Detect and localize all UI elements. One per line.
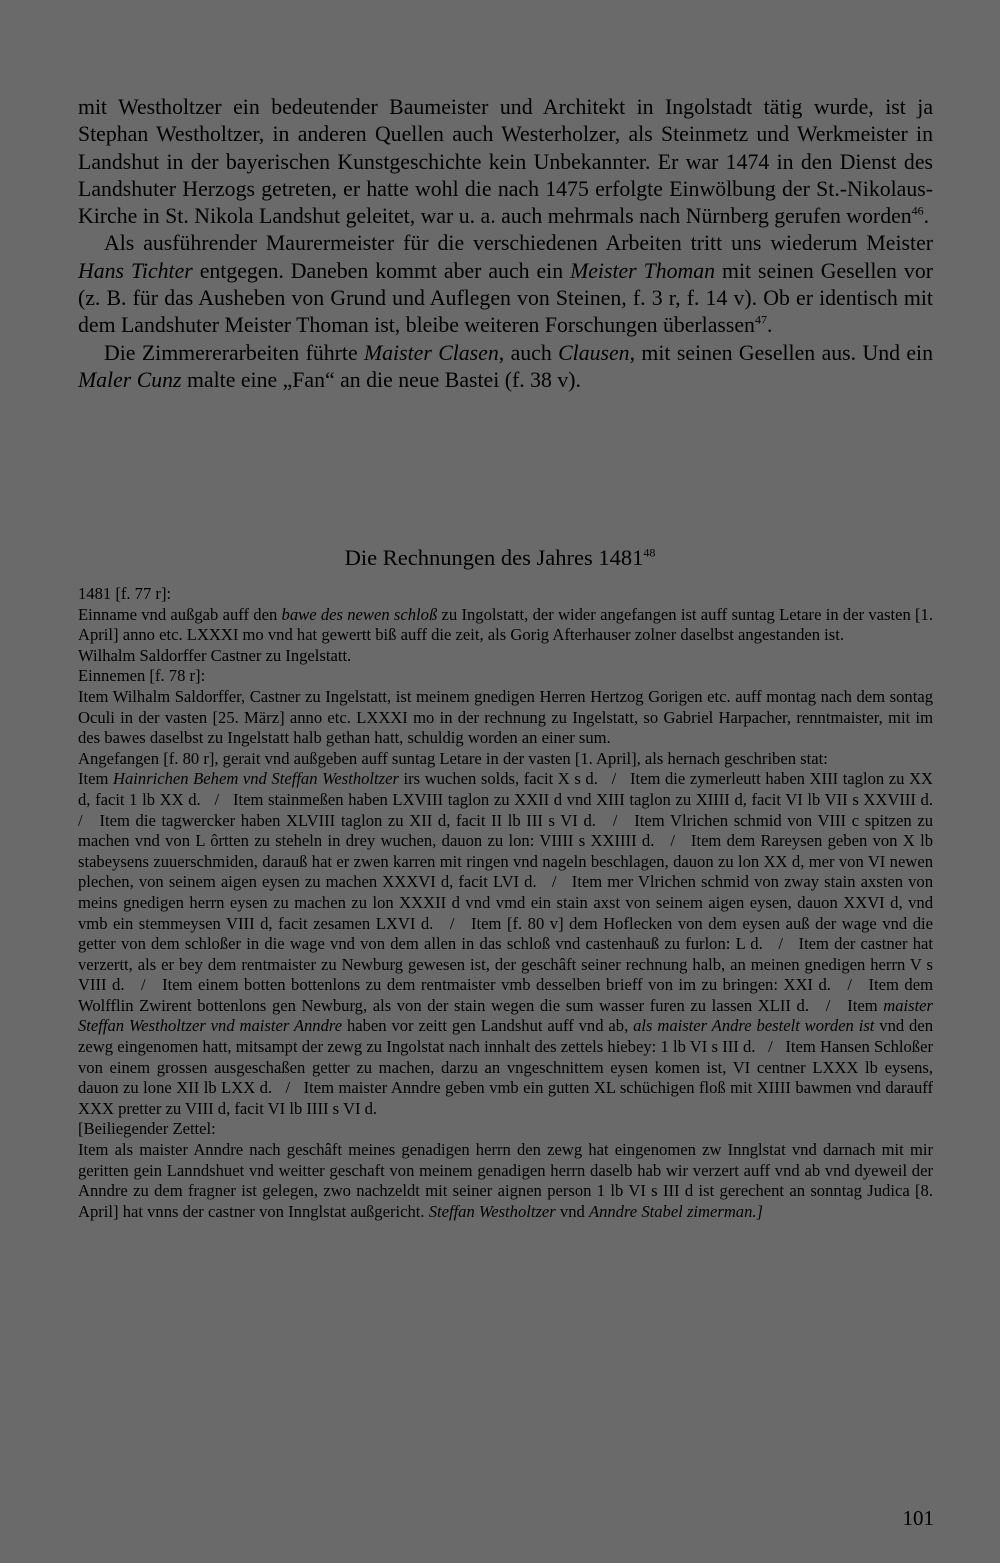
intro-paragraph-1 <box>78 94 933 230</box>
intro-paragraph-3 <box>78 340 933 395</box>
footnote-ref-46: 46 <box>911 203 924 218</box>
page-number: 101 <box>902 1506 934 1530</box>
name-italic: Maler Cunz <box>78 367 182 392</box>
paragraph-text: entgegen. Daneben kommt aber auch ein <box>192 258 571 283</box>
name-italic: Hans Tichter <box>78 258 193 283</box>
name-italic: Meister Thoman <box>570 258 716 283</box>
paragraph-text: Als ausführender Maurermeister für die verschiedenen Arbeiten tritt uns wiederum Meister <box>104 231 933 256</box>
doc-paragraph <box>78 769 946 1119</box>
doc-text: haben vor zeitt gen Landshut auff vnd ab, <box>342 1016 634 1036</box>
doc-italic: Anndre Stabel zimerman.] <box>588 1201 764 1221</box>
doc-text: zu Ingolstatt, der wider angefangen ist auff suntag Letare in der vasten [1. April] anno etc. LXXXI mo vnd hat gewertt biß auff die zeit, als Gorig Afterhauser zolner daselbst angestanden ist. <box>78 604 934 645</box>
name-italic: Maister Clasen <box>364 340 499 365</box>
doc-italic: als maister Andre bestelt worden ist <box>633 1016 875 1036</box>
doc-italic: Steffan Westholtzer <box>428 1201 556 1221</box>
paragraph-text: Die Zimmererarbeiten führte <box>104 340 364 365</box>
source-document <box>78 584 946 1222</box>
doc-text: Item als maister Anndre nach geschâft meines genadigen herrn den zewg hat eingenomen zw Innglstat vnd darnach mit mir geritten gein Lanndshuet vnd weitter geschaft von meinem genadigen herrn daselb hab wir verzert auff vnd ab vnd dyeweil der Anndre zu dem fragner ist gelegen, zwo nachzeldt mit seiner aignen person 1 lb VI s III d ist gerechent an sonntag Judica [8. April] hat vnns der castner von Innglstat außgericht. <box>78 1140 933 1221</box>
name-italic: Clausen <box>558 340 630 365</box>
doc-paragraph <box>78 605 933 646</box>
doc-paragraph: Item Wilhalm Saldorffer, Castner zu Ingelstatt, ist meinem gnedigen Herren Hertzog Gorigen etc. auff montag nach dem sontag Oculi in der vasten [25. März] anno etc. LXXXI mo in der rechnung zu Ingelstatt, so Gabriel Harpacher, renntmaister, mit im des bawes daselbst zu Ingelstatt halb gethan hatt, schuldig worden an einer sum. <box>78 686 933 748</box>
paragraph-text: . <box>766 313 773 338</box>
doc-line: 1481 [f. 77 r]: <box>78 584 172 603</box>
paragraph-text: malte eine „Fan“ an die neue Bastei (f. 38 v). <box>181 367 582 392</box>
doc-line: [Beiliegender Zettel: <box>78 1119 216 1139</box>
doc-line: Wilhalm Saldorffer Castner zu Ingelstatt. <box>78 645 352 665</box>
intro-paragraph-2 <box>78 230 933 339</box>
paragraph-text: mit seinen Gesellen vor (z. B. für das Ausheben von Grund und Auflegen von Steinen, f. 3 r, f. 14 v). Ob er identisch mit dem Landshuter Meister Thoman ist, bleibe weiteren Forschungen überlassen <box>78 258 933 338</box>
doc-text: vnd <box>555 1201 589 1221</box>
intro-text <box>78 94 933 394</box>
footnote-ref-48: 48 <box>643 545 656 560</box>
doc-text: Item <box>78 769 113 789</box>
paragraph-text: mit Westholtzer ein bedeutender Baumeister und Architekt in Ingolstadt tätig wurde, ist ja Stephan Westholtzer, in anderen Quellen auch Westerholzer, als Steinmetz und Werkmeister in Landshut in der bayerischen Kunstgeschichte kein Unbekannter. Er war 1474 in den Dienst des Landshuter Herzogs getreten, er hatte wohl die nach 1475 erfolgte Einwölbung der St.-Nikolaus-Kirche in St. Nikola Landshut geleitet, war u. a. auch mehrmals nach Nürnberg gerufen worden <box>78 95 933 229</box>
doc-italic: maister Steffan Westholtzer vnd maister Anndre <box>78 995 938 1036</box>
heading-text: Die Rechnungen des Jahres 1481 <box>344 545 644 570</box>
footnote-ref-47: 47 <box>754 313 767 328</box>
paragraph-text: , auch <box>498 340 559 365</box>
section-heading <box>0 544 1000 572</box>
doc-italic: bawe des newen schloß <box>281 604 438 624</box>
doc-text: Einname vnd außgab auff den <box>78 604 282 624</box>
doc-line: Einnemen [f. 78 r]: <box>78 666 206 686</box>
paragraph-text: , mit seinen Gesellen aus. Und ein <box>629 340 934 365</box>
paragraph-text: . <box>923 204 930 229</box>
doc-paragraph <box>78 1140 933 1222</box>
doc-text: vnd den zewg eingenomen hatt, mitsampt der zewg zu Ingolstat nach innhalt des zettels hiebey: 1 lb VI s III d. / Item Hansen Schloßer von einem grossen ausgeschaßen getter zu machen, darzu an vngeschnittem eysen komen ist, VI centner LXXX lb eysens, dauon zu lone XII lb LXX d. / Item maister Anndre geben vmb ein gutten XL schüchigen floß mit XIIII bawmen vnd darauff XXX pretter zu VIII d, facit VI lb IIII s VI d. <box>78 1016 938 1118</box>
doc-text: irs wuchen solds, facit X s d. / Item die zymerleutt haben XIII taglon zu XX d, facit 1 lb XX d. / Item stainmeßen haben LXVIII taglon zu XXII d vnd XIII taglon zu XIIII d, facit VI lb VII s XXVIII d. / Item die tagwercker haben XLVIII taglon zu XII d, facit II lb III s VI d. / Item Vlrichen schmid von VIII c spitzen zu machen vnd von L ôrtten zu steheln in drey wuchen, dauon zu lon: VIIII s XXIIII d. / Item dem Rareysen geben von X lb stabeysens zuuerschmiden, darauß hat er zwen karren mit ringen vnd nageln beschlagen, dauon zu lon XX d, mer von VI newen plechen, von seinem aigen eysen zu machen XXXVI d, facit LVI d. / Item mer Vlrichen schmid von zway stain axsten von meins gnedigen herrn eysen zu machen zu lon XXXII d vnd vmd ein stain axst von seinem aigen eysen, dauon XXVI d, vnd vmb ein stemmeysen VIII d, facit zesamen LXVI d. / Item [f. 80 v] dem Hoflecken von dem eysen auß der wage vnd die getter von dem schloßer in die wage vnd von dem allen in das schloß vnd castenhauß zu furlon: L d. / Item der castner hat verzertt, als er bey dem rentmaister zu Newburg gewesen ist, der geschâft seiner rechnung halb, an meinen gnedigen herrn V s VIII d. / Item einem botten bottenlons zu dem rentmaister vmb desselben brieff von im zu bringen: XXI d. / Item dem Wolfflin Zwirent bottenlons gen Newburg, als von der stain wegen die sum wasser furen zu lassen XLII d. / Item <box>78 769 946 1015</box>
doc-italic: Hainrichen Behem vnd Steffan Westholtzer <box>113 769 399 789</box>
doc-paragraph: Angefangen [f. 80 r], gerait vnd außgeben auff suntag Letare in der vasten [1. April], als hernach geschriben stat: <box>78 748 828 768</box>
